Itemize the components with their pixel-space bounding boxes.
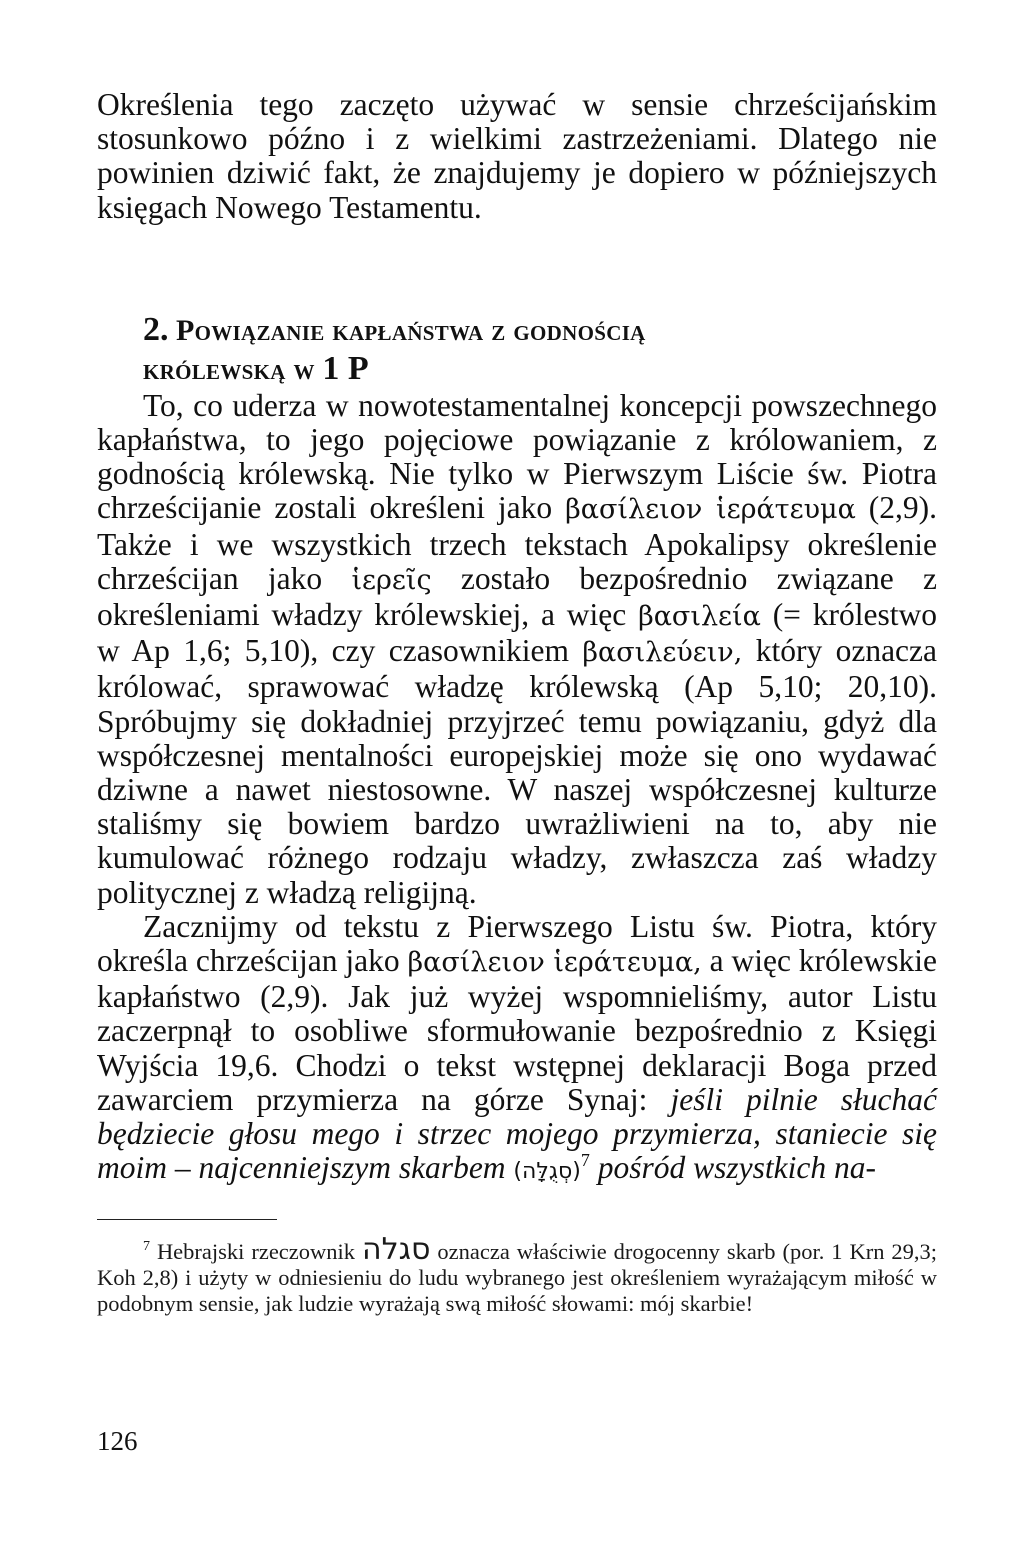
p1-greek-2: ἱερεῖς [351, 564, 432, 596]
footnote-hebrew-word: סגלה [361, 1232, 431, 1268]
paragraph-1 [97, 389, 937, 910]
p1-greek-3: βασιλεία [638, 601, 761, 633]
footnote-text-1: Hebrajski rzeczownik [156, 1239, 356, 1265]
p1-text-2: (2,9). Także i we wszystkich trzech tekstach Apokalipsy określenie chrześcijan jako [97, 490, 937, 596]
p1-text-4: (= królestwo w Ap 1,6; 5,10), czy czasownikiem [97, 597, 937, 669]
page-content [97, 88, 937, 1317]
p2-hebrew-word: (סְגֻלָּה) [513, 1159, 581, 1185]
footnote-number: 7 [143, 1239, 150, 1255]
p2-greek-1: βασίλειον ἱεράτευμα, [407, 947, 702, 979]
p1-greek-1: βασίλειον ἱεράτευμα [565, 494, 856, 526]
section-title-line2: królewską w [143, 352, 315, 386]
p2-text-2: a więc królewskie kapłaństwo (2,9). Jak już wyżej wspomnieliśmy, autor Listu zaczerpnął to osobliwe sformułowanie bezpośrednio z Księgi Wyjścia 19,6. Chodzi o tekst wstępnej deklaracji Boga przed zawarciem przymierza na górze Synaj: [97, 943, 938, 1117]
page-number: 126 [97, 1426, 138, 1456]
p2-text-1: Zacznijmy od tekstu z Pierwszego Listu św. Piotra, który określa chrześcijan jako [97, 908, 937, 979]
p1-text-1: To, co uderza w nowotestamentalnej koncepcji powszechnego kapłaństwa, to jego pojęciowe powiązanie z królowaniem, z godnością królewską. Nie tylko w Pierwszym Liście św. Piotra chrześcijanie zostali określeni jako [97, 387, 937, 526]
p1-text-3: zostało bezpośrednio związane z określeniami władzy królewskiej, a więc [97, 560, 938, 633]
p1-greek-4: βασιλεύειν, [582, 637, 743, 669]
p2-italic-quote-2: pośród wszystkich na- [597, 1150, 876, 1186]
intro-paragraph: Określenia tego zaczęto używać w sensie chrześcijańskim stosunkowo późno i z wielkimi zastrzeżeniami. Dlatego nie powinien dziwić fakt, że znajdujemy je dopiero w późniejszych księgach Nowego Testamentu. [97, 87, 937, 225]
section-title-line1: Powiązanie kapłaństwa z godnością [176, 313, 646, 347]
section-title-suffix: 1 P [322, 349, 369, 387]
footnote-divider [97, 1219, 277, 1220]
footnote-text-2: oznacza właściwie drogocenny skarb (por. 1 Krn 29,3; Koh 2,8) i użyty w odniesieniu do ludu wybranego jest określeniem wyrażającym miłość w podobnym sensie, jak ludzie wyrażają swą miłość słowami: mój skarbie! [97, 1239, 938, 1317]
footnote-ref-7[interactable]: 7 [580, 1150, 590, 1171]
p2-italic-quote-1: jeśli pilnie słuchać będziecie głosu mego i strzec mojego przymierza, staniecie się moim – najcenniejszym skarbem [97, 1081, 937, 1186]
footnote-7 [97, 1234, 937, 1317]
p1-text-5: który oznacza królować, sprawować władzę królewską (Ap 5,10; 20,10). Spróbujmy się dokładniej przyjrzeć temu powiązaniu, gdyż dla współczesnej mentalności europejskiej może się ono wydawać dziwne a nawet niestosowne. W naszej współczesnej kulturze staliśmy się bowiem bardzo uwrażliwieni na to, aby nie kumulować różnego rodzaju władzy, zwłaszcza zaś władzy politycznej z władzą religijną. [97, 633, 937, 910]
section-number: 2. [143, 310, 169, 348]
paragraph-2 [97, 910, 937, 1190]
section-heading [97, 311, 937, 389]
